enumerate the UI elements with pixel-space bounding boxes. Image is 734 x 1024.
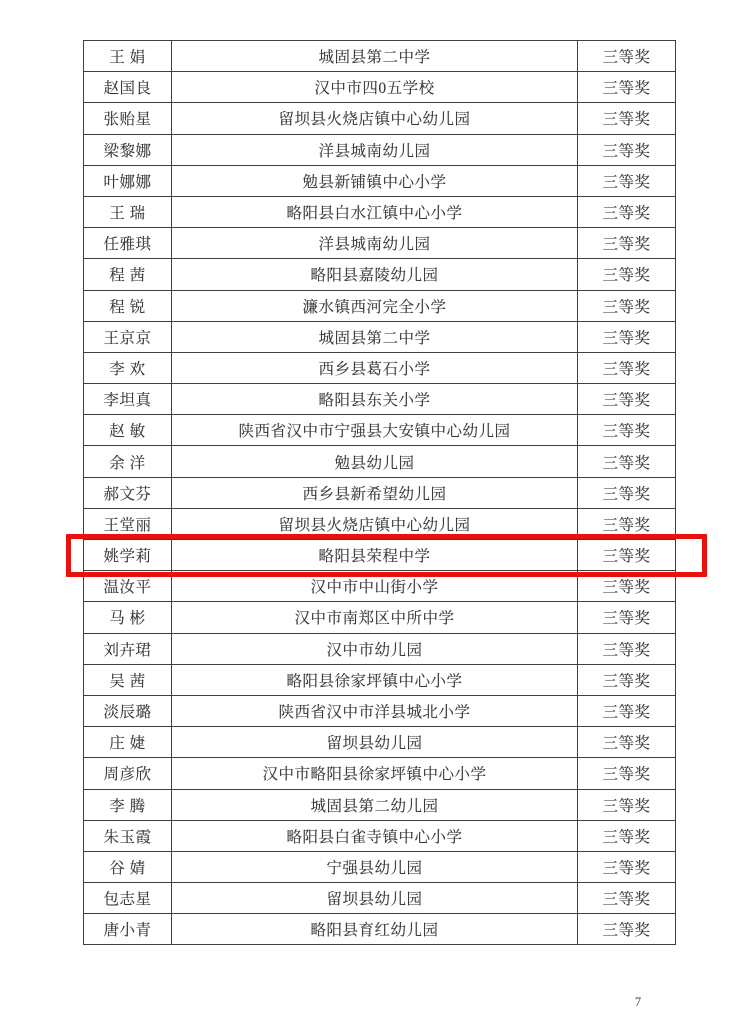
table-row (84, 384, 676, 415)
name-cell: 李 腾 (84, 789, 172, 820)
school-cell: 濂水镇西河完全小学 (172, 290, 578, 321)
school-cell: 略阳县荣程中学 (172, 540, 578, 571)
name-cell: 程 锐 (84, 290, 172, 321)
award-cell: 三等奖 (578, 914, 676, 945)
table-row (84, 695, 676, 726)
name-cell: 王 瑞 (84, 196, 172, 227)
school-cell: 汉中市略阳县徐家坪镇中心小学 (172, 758, 578, 789)
table-row (84, 664, 676, 695)
table-row (84, 477, 676, 508)
name-cell: 淡辰璐 (84, 695, 172, 726)
name-cell: 唐小青 (84, 914, 172, 945)
school-cell: 西乡县葛石小学 (172, 352, 578, 383)
award-cell: 三等奖 (578, 384, 676, 415)
school-cell: 宁强县幼儿园 (172, 851, 578, 882)
school-cell: 略阳县白水江镇中心小学 (172, 196, 578, 227)
name-cell: 吴 茜 (84, 664, 172, 695)
award-cell: 三等奖 (578, 820, 676, 851)
table-row (84, 72, 676, 103)
table-row (84, 321, 676, 352)
page-number: 7 (634, 995, 642, 1009)
award-cell: 三等奖 (578, 477, 676, 508)
name-cell: 张贻星 (84, 103, 172, 134)
award-cell: 三等奖 (578, 446, 676, 477)
school-cell: 留坝县火烧店镇中心幼儿园 (172, 508, 578, 539)
award-cell: 三等奖 (578, 415, 676, 446)
award-cell: 三等奖 (578, 727, 676, 758)
award-cell: 三等奖 (578, 103, 676, 134)
table-row (84, 508, 676, 539)
name-cell: 李 欢 (84, 352, 172, 383)
table-row (84, 571, 676, 602)
table-row (84, 914, 676, 945)
award-cell: 三等奖 (578, 259, 676, 290)
award-cell: 三等奖 (578, 352, 676, 383)
table-row (84, 259, 676, 290)
award-cell: 三等奖 (578, 321, 676, 352)
table-row (84, 165, 676, 196)
table-row (84, 633, 676, 664)
award-cell: 三等奖 (578, 633, 676, 664)
name-cell: 梁黎娜 (84, 134, 172, 165)
award-cell: 三等奖 (578, 134, 676, 165)
name-cell: 朱玉霞 (84, 820, 172, 851)
award-cell: 三等奖 (578, 72, 676, 103)
name-cell: 李坦真 (84, 384, 172, 415)
school-cell: 陕西省汉中市洋县城北小学 (172, 695, 578, 726)
name-cell: 马 彬 (84, 602, 172, 633)
award-cell: 三等奖 (578, 695, 676, 726)
table-row (84, 103, 676, 134)
table-row (84, 820, 676, 851)
school-cell: 城固县第二幼儿园 (172, 789, 578, 820)
school-cell: 汉中市幼儿园 (172, 633, 578, 664)
table-row (84, 415, 676, 446)
table-row (84, 196, 676, 227)
school-cell: 略阳县白雀寺镇中心小学 (172, 820, 578, 851)
table-row (84, 727, 676, 758)
name-cell: 余 洋 (84, 446, 172, 477)
school-cell: 留坝县幼儿园 (172, 727, 578, 758)
school-cell: 略阳县育红幼儿园 (172, 914, 578, 945)
award-cell: 三等奖 (578, 571, 676, 602)
school-cell: 略阳县徐家坪镇中心小学 (172, 664, 578, 695)
award-cell: 三等奖 (578, 508, 676, 539)
name-cell: 刘卉珺 (84, 633, 172, 664)
school-cell: 勉县幼儿园 (172, 446, 578, 477)
name-cell: 周彦欣 (84, 758, 172, 789)
award-cell: 三等奖 (578, 664, 676, 695)
table-row (84, 789, 676, 820)
school-cell: 陕西省汉中市宁强县大安镇中心幼儿园 (172, 415, 578, 446)
name-cell: 谷 婧 (84, 851, 172, 882)
name-cell: 庄 婕 (84, 727, 172, 758)
school-cell: 西乡县新希望幼儿园 (172, 477, 578, 508)
school-cell: 汉中市南郑区中所中学 (172, 602, 578, 633)
table-row (84, 134, 676, 165)
table-row (84, 602, 676, 633)
award-cell: 三等奖 (578, 602, 676, 633)
school-cell: 留坝县幼儿园 (172, 883, 578, 914)
name-cell: 温汝平 (84, 571, 172, 602)
table-row (84, 352, 676, 383)
award-cell: 三等奖 (578, 290, 676, 321)
award-cell: 三等奖 (578, 758, 676, 789)
table-row (84, 540, 676, 571)
school-cell: 汉中市中山街小学 (172, 571, 578, 602)
name-cell: 王京京 (84, 321, 172, 352)
name-cell: 王 娟 (84, 41, 172, 72)
school-cell: 城固县第二中学 (172, 321, 578, 352)
school-cell: 勉县新铺镇中心小学 (172, 165, 578, 196)
award-cell: 三等奖 (578, 41, 676, 72)
school-cell: 洋县城南幼儿园 (172, 228, 578, 259)
table-row (84, 290, 676, 321)
name-cell: 郝文芬 (84, 477, 172, 508)
name-cell: 叶娜娜 (84, 165, 172, 196)
table-row (84, 758, 676, 789)
award-cell: 三等奖 (578, 165, 676, 196)
name-cell: 王堂丽 (84, 508, 172, 539)
table-row (84, 851, 676, 882)
name-cell: 赵国良 (84, 72, 172, 103)
name-cell: 任雅琪 (84, 228, 172, 259)
school-cell: 略阳县嘉陵幼儿园 (172, 259, 578, 290)
table-row (84, 883, 676, 914)
table-row (84, 446, 676, 477)
table-row (84, 228, 676, 259)
award-cell: 三等奖 (578, 228, 676, 259)
award-cell: 三等奖 (578, 789, 676, 820)
school-cell: 洋县城南幼儿园 (172, 134, 578, 165)
award-cell: 三等奖 (578, 540, 676, 571)
school-cell: 城固县第二中学 (172, 41, 578, 72)
school-cell: 留坝县火烧店镇中心幼儿园 (172, 103, 578, 134)
name-cell: 赵 敏 (84, 415, 172, 446)
award-cell: 三等奖 (578, 196, 676, 227)
school-cell: 汉中市四0五学校 (172, 72, 578, 103)
name-cell: 姚学莉 (84, 540, 172, 571)
award-cell: 三等奖 (578, 883, 676, 914)
table-row (84, 41, 676, 72)
school-cell: 略阳县东关小学 (172, 384, 578, 415)
award-cell: 三等奖 (578, 851, 676, 882)
name-cell: 程 茜 (84, 259, 172, 290)
table-body (84, 41, 676, 945)
awards-table (83, 40, 676, 945)
name-cell: 包志星 (84, 883, 172, 914)
